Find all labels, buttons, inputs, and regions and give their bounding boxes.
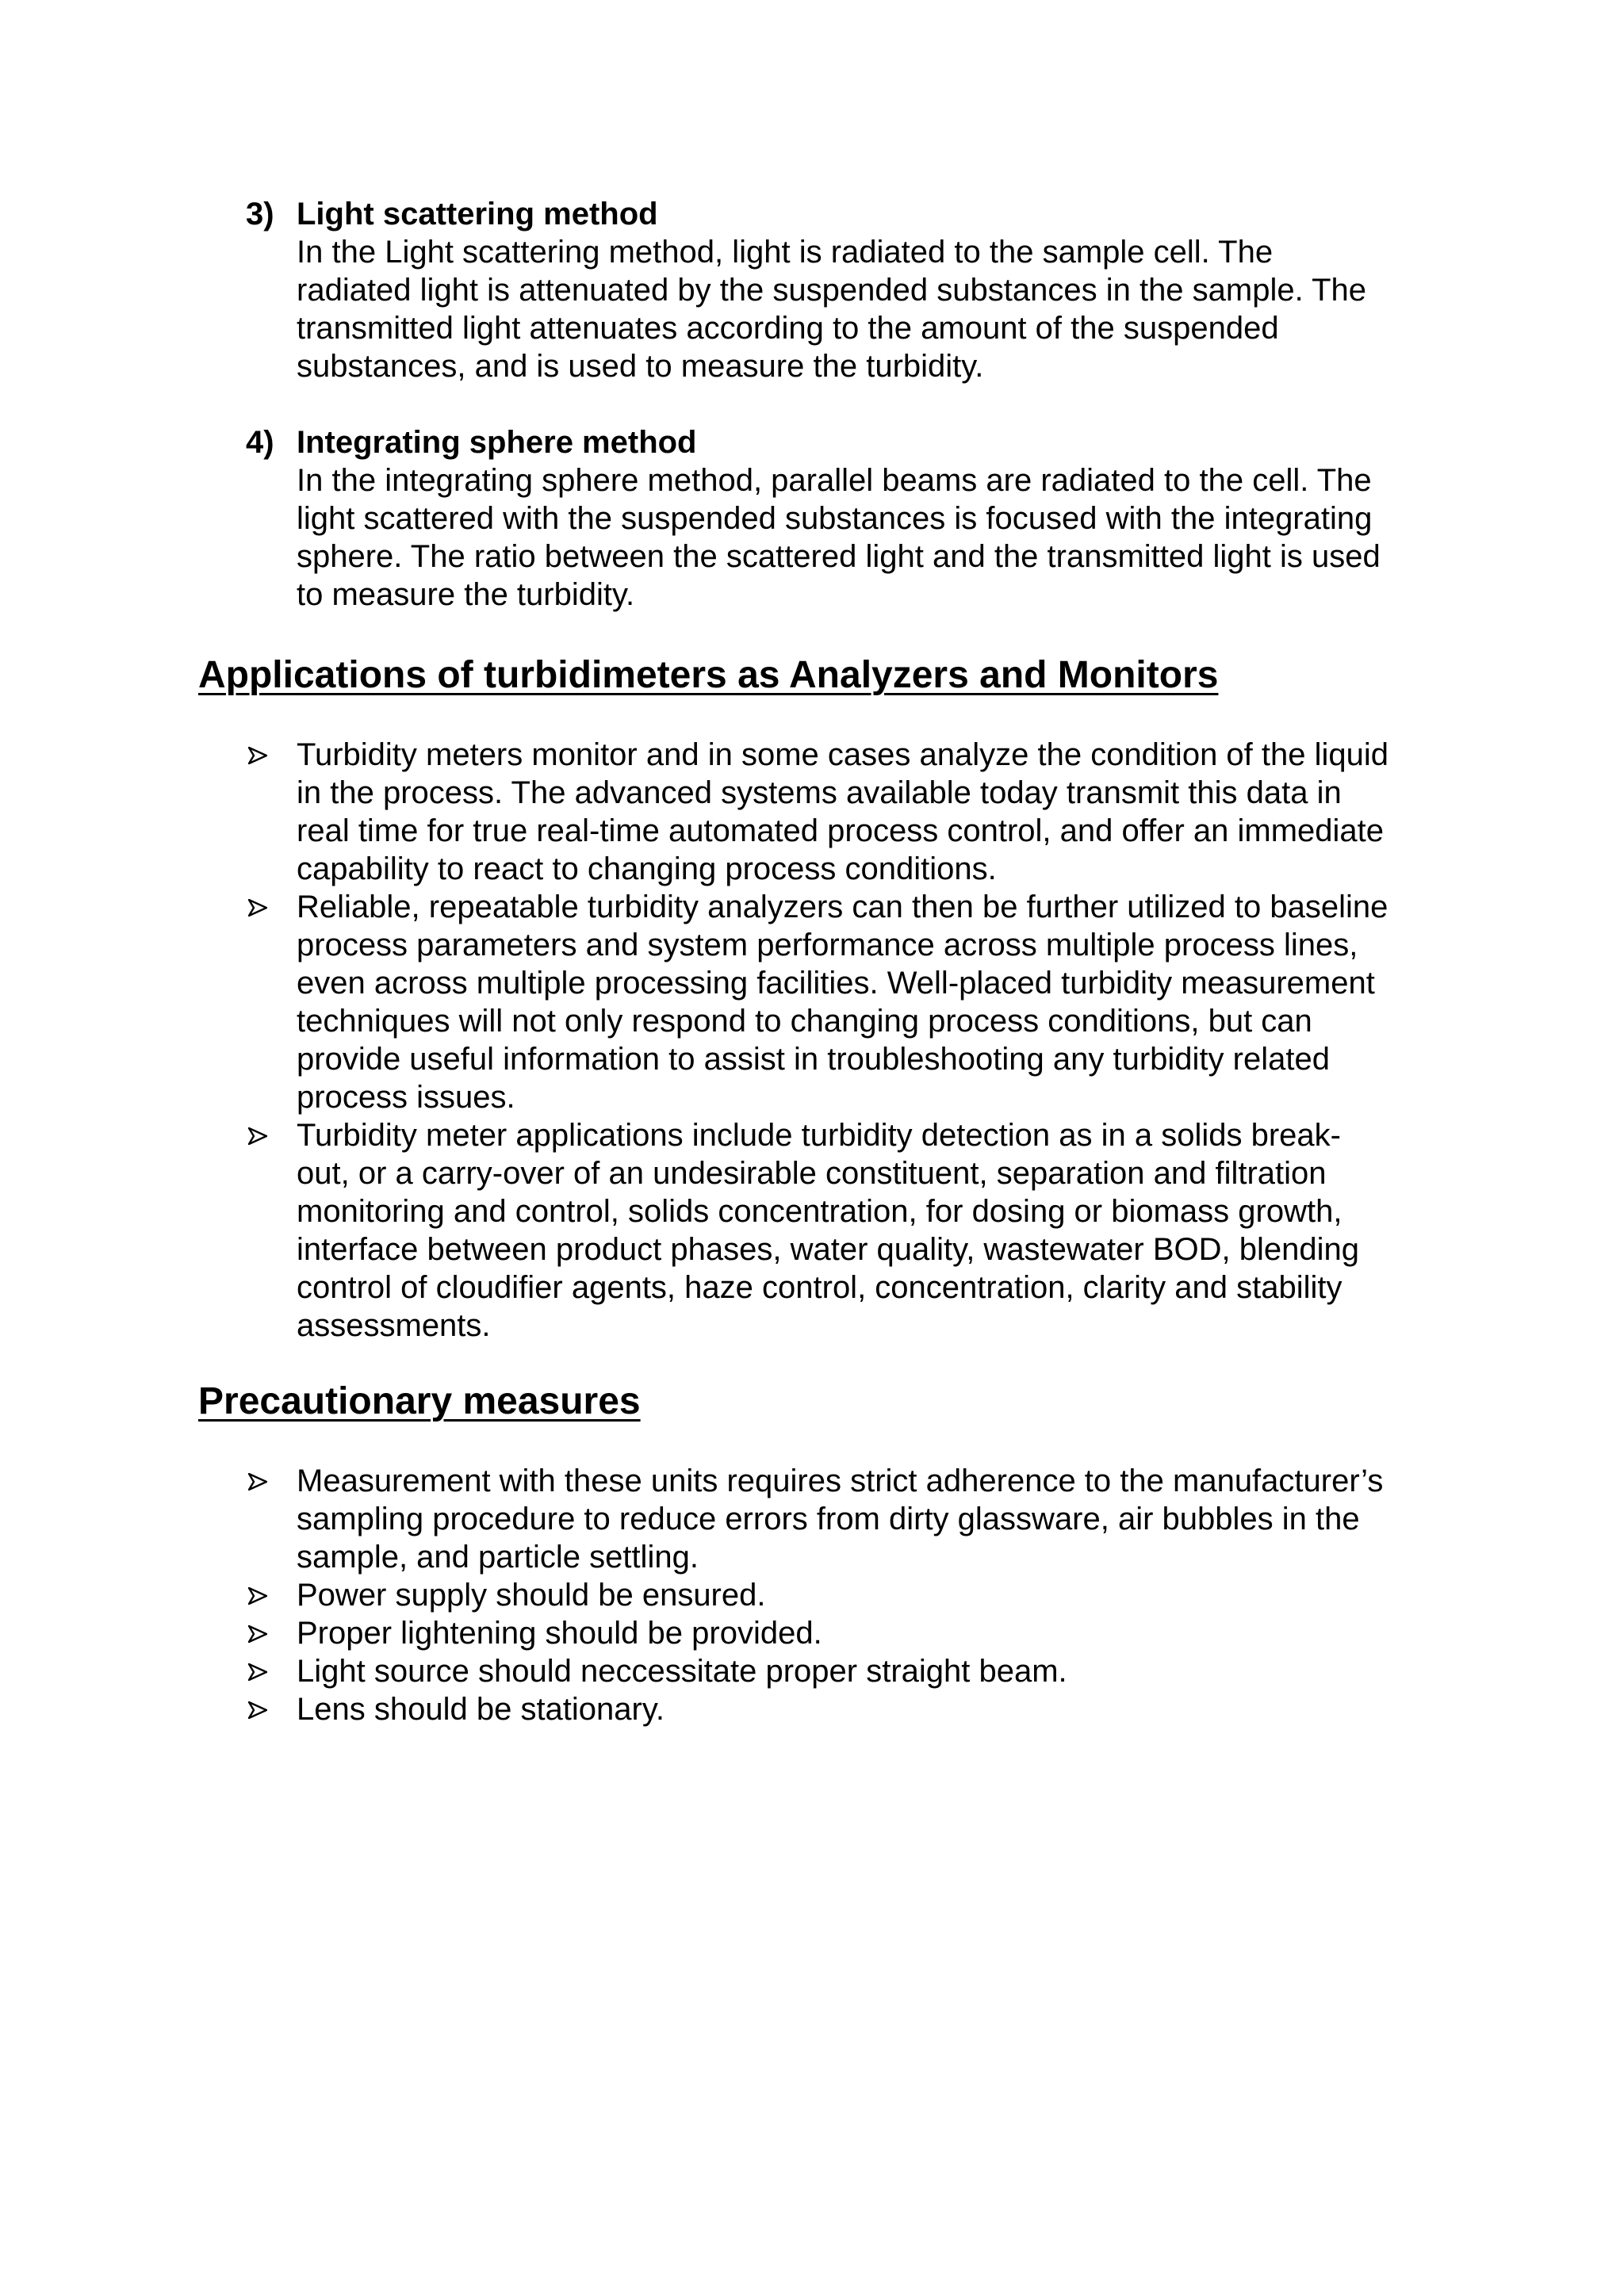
method-heading	[246, 423, 1451, 461]
list-item-text: Lens should be stationary.	[297, 1692, 665, 1727]
method-title: Light scattering method	[297, 197, 658, 232]
arrow-bullet-icon	[246, 1576, 297, 1614]
arrow-bullet-icon	[246, 888, 297, 926]
arrow-bullet-icon	[246, 1462, 297, 1500]
list-item	[246, 1652, 1451, 1690]
arrow-bullet-icon	[246, 1690, 297, 1728]
arrow-bullet-icon	[246, 736, 297, 774]
list-item	[246, 736, 1451, 888]
applications-heading: Applications of turbidimeters as Analyzers and Monitors	[198, 654, 1219, 696]
list-item-text: Measurement with these units requires strict adherence to the manufacturer’s sampling procedure to reduce errors from dirty glassware, air bubbles in the sample, and particle settling.	[297, 1464, 1384, 1575]
method-number: 3)	[246, 197, 274, 232]
arrow-bullet-icon	[246, 1652, 297, 1690]
method-integrating-sphere	[246, 423, 1451, 614]
method-title: Integrating sphere method	[297, 425, 697, 460]
method-heading	[246, 195, 1451, 233]
list-item	[246, 1690, 1451, 1728]
method-light-scattering	[246, 195, 1451, 385]
list-item-text: Proper lightening should be provided.	[297, 1616, 822, 1651]
precautions-heading: Precautionary measures	[198, 1380, 641, 1422]
method-number: 4)	[246, 425, 274, 460]
arrow-bullet-icon	[246, 1116, 297, 1154]
list-item-text: Reliable, repeatable turbidity analyzers can then be further utilized to baseline process parameters and system performance across multiple process lines, even across multiple processing facilities. Well-placed turbidity measurement techniques will not only respond to changing process conditions, but can provide useful information to assist in troubleshooting any turbidity related process issues.	[297, 890, 1388, 1115]
applications-list	[246, 736, 1451, 1345]
precautions-list	[246, 1462, 1451, 1728]
list-item-text: Power supply should be ensured.	[297, 1578, 766, 1613]
list-item-text: Turbidity meters monitor and in some cases analyze the condition of the liquid in the process. The advanced systems available today transmit this data in real time for true real-time automated process control, and offer an immediate capability to react to changing process conditions.	[297, 737, 1389, 886]
arrow-bullet-icon	[246, 1614, 297, 1652]
list-item	[246, 1614, 1451, 1652]
method-description: In the integrating sphere method, parallel beams are radiated to the cell. The light scattered with the suspended substances is focused with the integrating sphere. The ratio between the scattered light and the transmitted light is used to measure the turbidity.	[297, 463, 1381, 612]
list-item	[246, 888, 1451, 1116]
list-item	[246, 1576, 1451, 1614]
list-item	[246, 1116, 1451, 1345]
list-item-text: Turbidity meter applications include turbidity detection as in a solids break- out, or a carry-over of an undesirable constituent, separation and filtration monitoring and control, solids concentration, for dosing or biomass growth, interface between product phases, water quality, wastewater BOD, blending control of cloudifier agents, haze control, concentration, clarity and stability assessments.	[297, 1118, 1359, 1343]
method-description: In the Light scattering method, light is radiated to the sample cell. The radiated light is attenuated by the suspended substances in the sample. The transmitted light attenuates according to the amount of the suspended substances, and is used to measure the turbidity.	[297, 235, 1367, 384]
list-item-text: Light source should neccessitate proper straight beam.	[297, 1654, 1067, 1689]
list-item	[246, 1462, 1451, 1576]
